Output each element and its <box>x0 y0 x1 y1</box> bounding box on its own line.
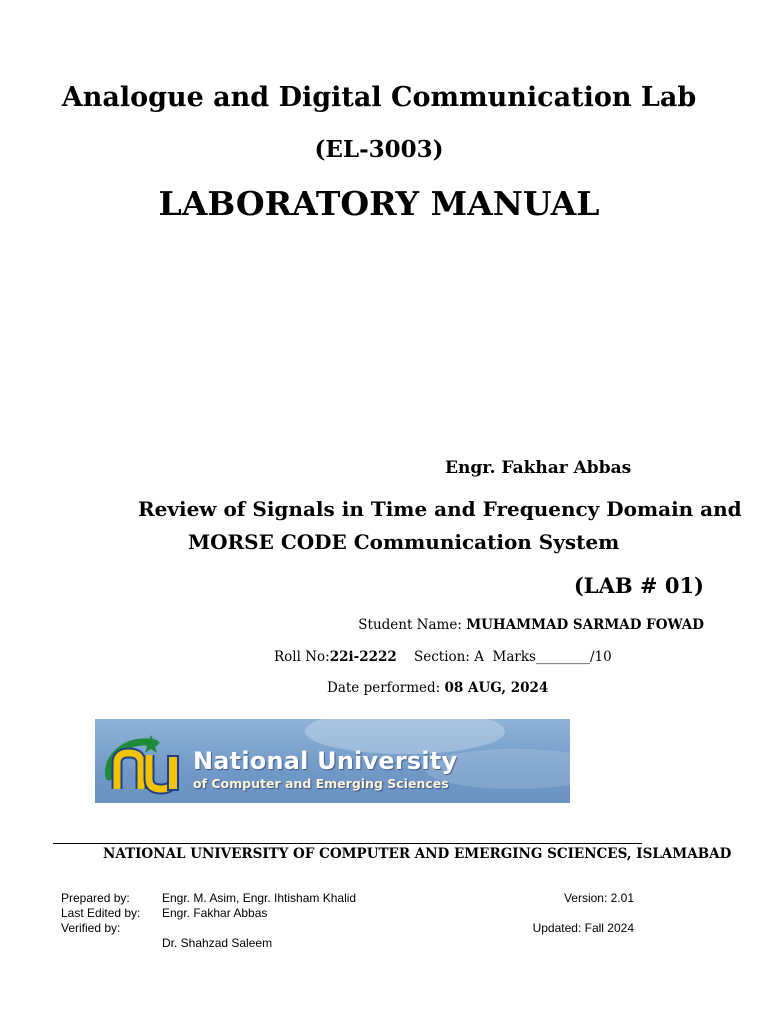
section-label: Section: <box>413 649 470 665</box>
institution-name: NATIONAL UNIVERSITY OF COMPUTER AND EMERGING SCIENCES, ISLAMABAD <box>103 846 732 862</box>
prepared-by-label: Prepared by: <box>61 891 130 905</box>
course-code: (EL-3003) <box>314 136 444 163</box>
university-subtitle: of Computer and Emerging Sciences <box>193 776 449 791</box>
university-banner <box>95 719 570 803</box>
prepared-by-value: Engr. M. Asim, Engr. Ihtisham Khalid <box>162 891 357 905</box>
roll-section-line <box>274 649 612 665</box>
date-value: 08 AUG, 2024 <box>444 680 549 696</box>
date-performed-line <box>327 680 548 696</box>
section-value: A <box>474 649 484 665</box>
verified-by-value: Dr. Shahzad Saleem <box>162 936 273 950</box>
divider <box>53 843 642 844</box>
lab-title-line-1: Review of Signals in Time and Frequency Domain and <box>138 497 742 521</box>
lab-number: (LAB # 01) <box>573 573 704 598</box>
instructor-name: Engr. Fakhar Abbas <box>445 458 632 478</box>
marks-field: Marks________/10 <box>492 649 612 665</box>
roll-label: Roll No: <box>274 649 330 665</box>
date-label: Date performed: <box>327 680 441 696</box>
student-name-label: Student Name: <box>358 617 462 633</box>
last-edited-value: Engr. Fakhar Abbas <box>162 906 268 920</box>
roll-number: 22i-2222 <box>329 649 397 665</box>
course-title: Analogue and Digital Communication Lab <box>61 82 697 113</box>
lab-title-line-2: MORSE CODE Communication System <box>188 530 620 554</box>
verified-by-label: Verified by: <box>61 921 121 935</box>
updated-text: Updated: Fall 2024 <box>532 921 634 935</box>
university-logo-icon <box>103 733 187 795</box>
last-edited-label: Last Edited by: <box>61 906 141 920</box>
student-name: MUHAMMAD SARMAD FOWAD <box>466 617 704 633</box>
version-text: Version: 2.01 <box>563 891 634 905</box>
student-name-line <box>358 617 704 633</box>
manual-title: LABORATORY MANUAL <box>158 184 600 223</box>
university-name: National University <box>193 747 458 775</box>
